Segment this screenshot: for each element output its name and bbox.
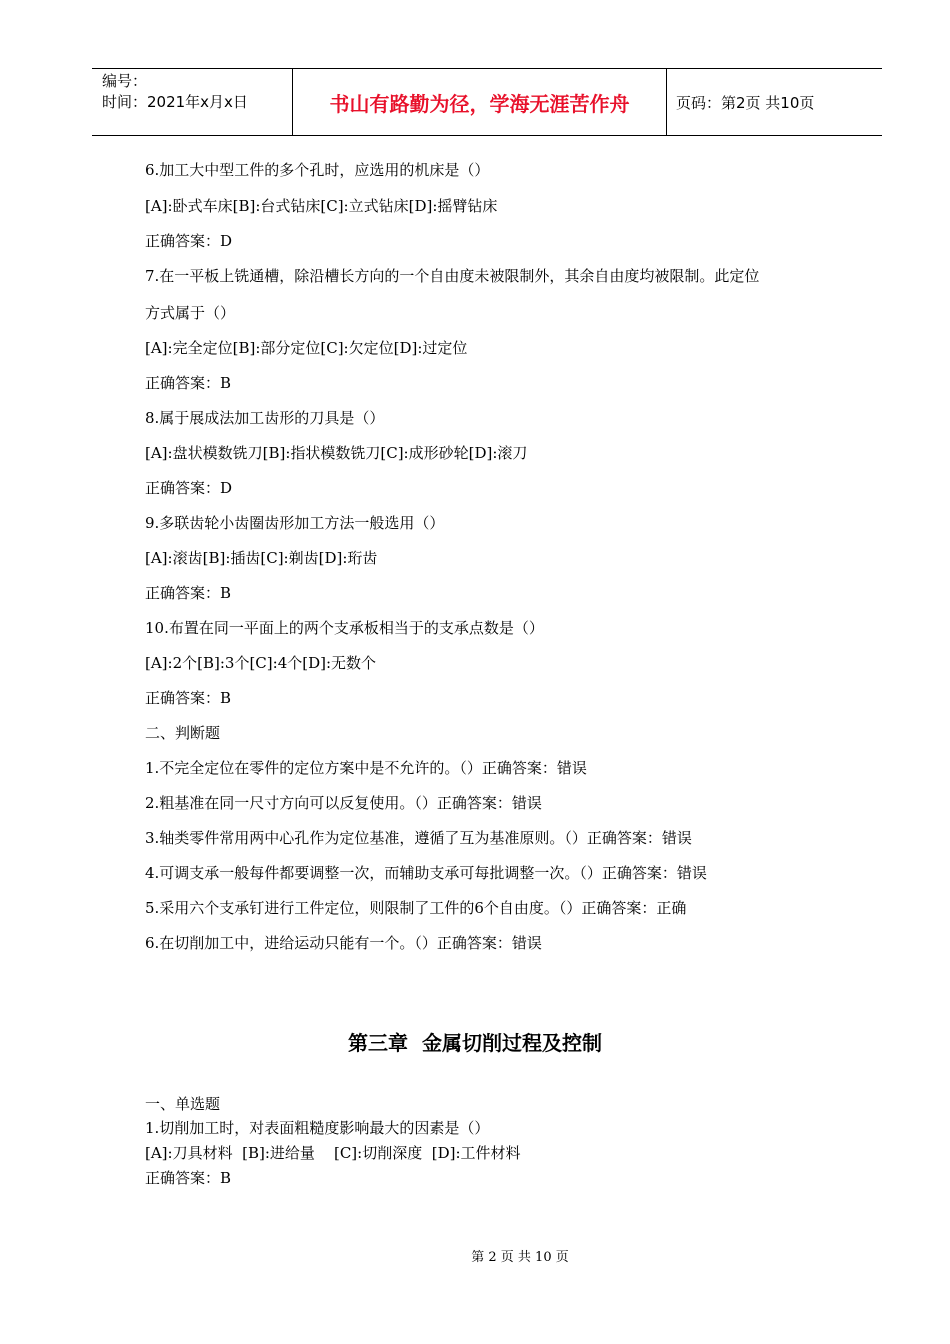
- judgment-item: 1.不完全定位在零件的定位方案中是不允许的。（）正确答案：错误: [145, 759, 587, 777]
- judgment-item: 6.在切削加工中，进给运动只能有一个。（）正确答案：错误: [145, 934, 542, 952]
- header-page-info: 页码：第2页 共10页: [676, 93, 815, 112]
- header-meta: [92, 69, 293, 135]
- header-motto: 书山有路勤为径，学海无涯苦作舟: [293, 69, 667, 135]
- answer-text: 正确答案：D: [145, 479, 233, 497]
- answer-text: 正确答案：B: [145, 689, 232, 707]
- answer-text: 正确答案：D: [145, 232, 233, 250]
- question-text: 1.切削加工时，对表面粗糙度影响最大的因素是（）: [145, 1119, 490, 1137]
- question-text: 7.在一平板上铣通槽，除沿槽长方向的一个自由度未被限制外，其余自由度均被限制。此定位: [145, 267, 760, 285]
- options-text: [A]:完全定位[B]:部分定位[C]:欠定位[D]:过定位: [145, 339, 468, 357]
- judgment-item: 4.可调支承一般每件都要调整一次，而辅助支承可每批调整一次。（）正确答案：错误: [145, 864, 707, 882]
- section-heading: 一、单选题: [145, 1095, 221, 1113]
- judgment-item: 3.轴类零件常用两中心孔作为定位基准，遵循了互为基准原则。（）正确答案：错误: [145, 829, 692, 847]
- chapter-title: 第三章 金属切削过程及控制: [348, 1031, 602, 1055]
- answer-text: 正确答案：B: [145, 1169, 232, 1187]
- page-header: [92, 68, 882, 136]
- question-text: 6.加工大中型工件的多个孔时，应选用的机床是（）: [145, 161, 490, 179]
- options-text: [A]:滚齿[B]:插齿[C]:剃齿[D]:珩齿: [145, 549, 378, 567]
- options-text: [A]:2个[B]:3个[C]:4个[D]:无数个: [145, 654, 377, 672]
- question-text: 8.属于展成法加工齿形的刀具是（）: [145, 409, 385, 427]
- judgment-item: 5.采用六个支承钉进行工件定位，则限制了工件的6个自由度。（）正确答案：正确: [145, 899, 687, 917]
- section-heading: 二、判断题: [145, 724, 221, 742]
- time-text: 时间：2021年x月x日: [102, 93, 248, 111]
- question-text-continued: 方式属于（）: [145, 304, 236, 322]
- options-text: [A]:盘状模数铣刀[B]:指状模数铣刀[C]:成形砂轮[D]:滚刀: [145, 444, 528, 462]
- page-footer: 第 2 页 共 10 页: [471, 1250, 569, 1265]
- options-text: [A]:卧式车床[B]:台式钻床[C]:立式钻床[D]:摇臂钻床: [145, 197, 498, 215]
- answer-text: 正确答案：B: [145, 584, 232, 602]
- judgment-item: 2.粗基准在同一尺寸方向可以反复使用。（）正确答案：错误: [145, 794, 542, 812]
- question-text: 10.布置在同一平面上的两个支承板相当于的支承点数是（）: [145, 619, 544, 637]
- options-text: [A]:刀具材料 [B]:进给量 [C]:切削深度 [D]:工件材料: [145, 1144, 521, 1162]
- answer-text: 正确答案：B: [145, 374, 232, 392]
- number-label: 编号：: [102, 72, 148, 90]
- question-text: 9.多联齿轮小齿圈齿形加工方法一般选用（）: [145, 514, 445, 532]
